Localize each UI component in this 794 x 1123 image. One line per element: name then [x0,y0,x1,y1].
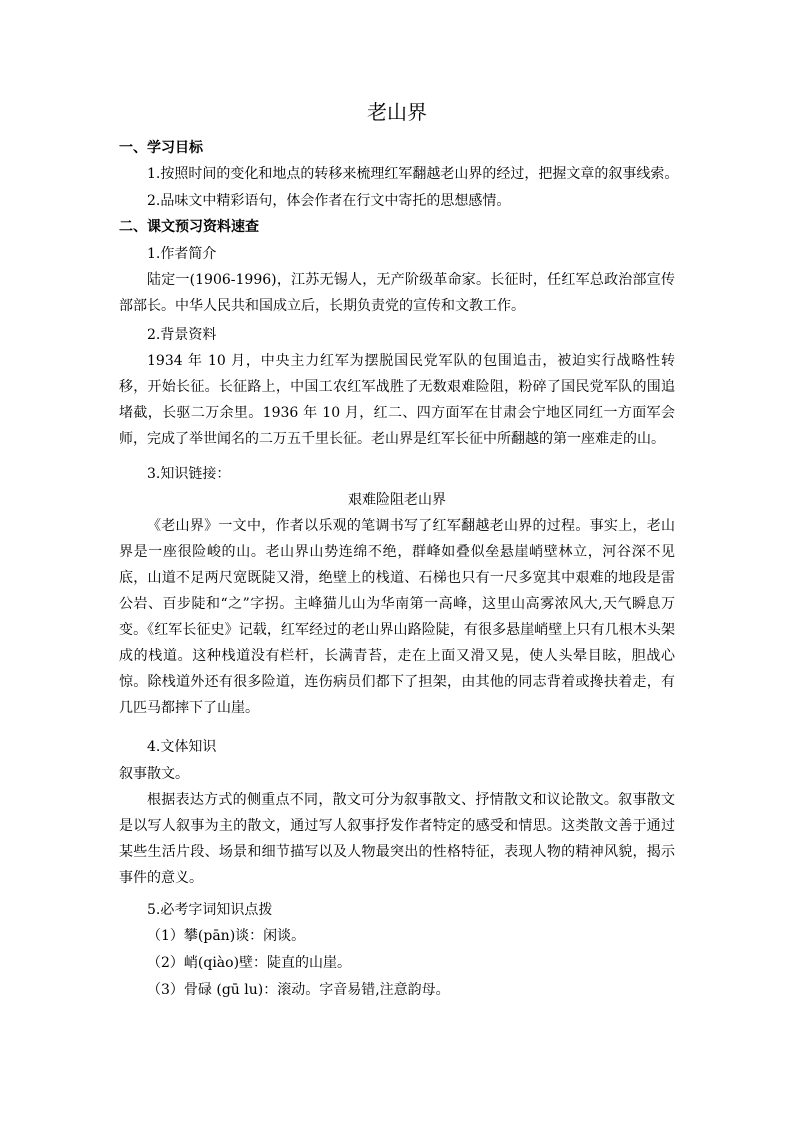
word-item-3: （3）骨碌 (gū lu)：滚动。字音易错,注意韵母。 [147,982,450,998]
section-heading-preview: 二、课文预习资料速查 [119,219,259,235]
genre-label: 4.文体知识 [147,739,217,755]
knowledge-subtitle: 艰难险阻老山界 [348,492,446,508]
goal-item-1: 1.按照时间的变化和地点的转移来梳理红军翻越老山界的经过，把握文章的叙事线索。 [147,166,679,182]
author-label: 1.作者简介 [147,246,217,262]
goal-item-2: 2.品味文中精彩语句，体会作者在行文中寄托的思想感情。 [147,193,511,209]
background-text: 1934 年 10 月，中央主力红军为摆脱国民党军队的包围追击，被迫实行战略性转移，开始长征。长征路上，中国工农红军战胜了无数艰难险阻，粉碎了国民党军队的围追堵截，长驱二万余里。1936 年 10 月，红二、四方面军在甘肃会宁地区同红一方面军会师，完成了举世闻名的二万五千里长征。老山界是红军长征中所翻越的第一座难走的山。 [119,353,675,447]
knowledge-text: 《老山界》一文中，作者以乐观的笔调书写了红军翻越老山界的过程。事实上，老山界是一座很险峻的山。老山界山势连绵不绝，群峰如叠似垒悬崖峭壁林立，河谷深不见底，山道不足两尺宽既陡又滑，绝壁上的栈道、石梯也只有一尺多宽其中艰难的地段是雷公岩、百步陡和“之”字拐。主峰猫儿山为华南第一高峰，这里山高雾浓风大,天气瞬息万变。《红军长征史》记载，红军经过的老山界山路险陡，有很多悬崖峭壁上只有几根木头架成的栈道。这种栈道没有栏杆，长满青苔，走在上面又滑又晃，使人头晕目眩，胆战心惊。除栈道外还有很多险道，连伤病员们都下了担架，由其他的同志背着或搀扶着走，有几匹马都摔下了山崖。 [119,518,675,716]
genre-text: 根据表达方式的侧重点不同，散文可分为叙事散文、抒情散文和议论散文。叙事散文是以写人叙事为主的散文，通过写人叙事抒发作者特定的感受和情思。这类散文善于通过某些生活片段、场景和细节描写以及人物最突出的性格特征，表现人物的精神风貌，揭示事件的意义。 [119,792,675,886]
background-label: 2.背景资料 [147,327,217,343]
words-label: 5.必考字词知识点拨 [147,902,273,918]
section-heading-goals: 一、学习目标 [119,140,203,156]
author-text: 陆定一(1906-1996)，江苏无锡人，无产阶级革命家。长征时，任红军总政治部宣传部部长。中华人民共和国成立后，长期负责党的宣传和文教工作。 [119,272,675,314]
word-item-1: （1）攀(pān)谈：闲谈。 [147,928,306,944]
page-title: 老山界 [367,100,427,124]
genre-type: 叙事散文。 [119,766,189,782]
word-item-2: （2）峭(qiào)壁：陡直的山崖。 [147,955,352,971]
knowledge-label: 3.知识链接： [147,466,231,482]
